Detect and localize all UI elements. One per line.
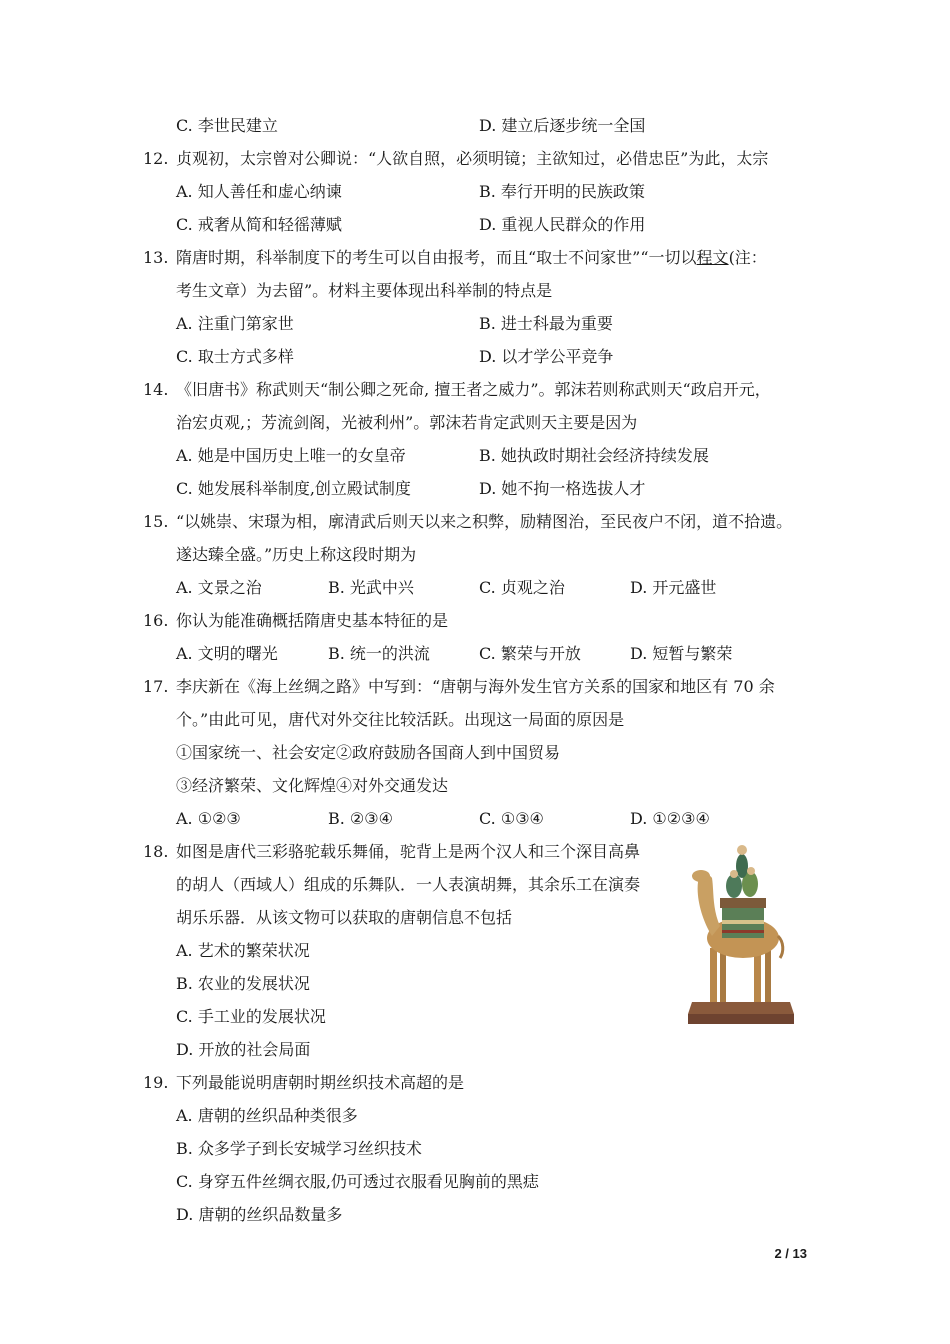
q12-option-b: B. 奉行开明的民族政策: [479, 182, 645, 201]
q17-stem-line1: 李庆新在《海上丝绸之路》中写到：“唐朝与海外发生官方关系的国家和地区有 70 余: [176, 677, 775, 696]
q19-option-b: B. 众多学子到长安城学习丝织技术: [176, 1139, 422, 1158]
q17-stem-line2: 个。”由此可见，唐代对外交往比较活跃。出现这一局面的原因是: [176, 710, 625, 729]
q17-option-d: D. ①②③④: [630, 809, 710, 828]
q18-stem-line2: 的胡人（西域人）组成的乐舞队．一人表演胡舞，其余乐工在演奏: [176, 875, 641, 894]
page-number: 2 / 13: [774, 1246, 807, 1261]
tang-sancai-camel-figurine-image: [688, 838, 794, 1026]
q15-option-b: B. 光武中兴: [328, 578, 414, 597]
q19-option-c: C. 身穿五件丝绸衣服,仍可透过衣服看见胸前的黑痣: [176, 1172, 539, 1191]
q12-option-c: C. 戒奢从简和轻徭薄赋: [176, 215, 342, 234]
q13-option-d: D. 以才学公平竞争: [479, 347, 614, 366]
q12-option-a: A. 知人善任和虚心纳谏: [176, 182, 342, 201]
q15-option-d: D. 开元盛世: [630, 578, 717, 597]
q13-option-c: C. 取士方式多样: [176, 347, 294, 366]
q14-number: 14.: [143, 380, 169, 399]
q13-option-b: B. 进士科最为重要: [479, 314, 613, 333]
q15-stem-line2: 遂达臻全盛。”历史上称这段时期为: [176, 545, 417, 564]
q13-stem-part1: 隋唐时期，科举制度下的考生可以自由报考，而且“取士不问家世”“一切以: [176, 248, 697, 267]
q17-option-c: C. ①③④: [479, 809, 544, 828]
q19-stem: 下列最能说明唐朝时期丝织技术高超的是: [176, 1073, 465, 1092]
q13-stem-line2: 考生文章）为去留”。材料主要体现出科举制的特点是: [176, 281, 553, 300]
q18-option-c: C. 手工业的发展状况: [176, 1007, 326, 1026]
q17-number: 17.: [143, 677, 169, 696]
q13-stem-part2: (注：: [728, 248, 767, 267]
q16-stem: 你认为能准确概括隋唐史基本特征的是: [176, 611, 449, 630]
q18-option-b: B. 农业的发展状况: [176, 974, 310, 993]
q17-items-1-2: ①国家统一、社会安定②政府鼓励各国商人到中国贸易: [176, 743, 561, 762]
q15-option-a: A. 文景之治: [176, 578, 262, 597]
q19-option-a: A. 唐朝的丝织品种类很多: [176, 1106, 358, 1125]
q13-underlined-term: 程文: [696, 248, 729, 267]
q17-items-3-4: ③经济繁荣、文化辉煌④对外交通发达: [176, 776, 449, 795]
q15-option-c: C. 贞观之治: [479, 578, 565, 597]
q17-option-a: A. ①②③: [176, 809, 241, 828]
q12-number: 12.: [143, 149, 169, 168]
q13-number: 13.: [143, 248, 169, 267]
q18-option-d: D. 开放的社会局面: [176, 1040, 311, 1059]
q16-option-d: D. 短暂与繁荣: [630, 644, 733, 663]
q19-option-d: D. 唐朝的丝织品数量多: [176, 1205, 343, 1224]
q13-stem-line1: [176, 247, 767, 269]
q18-stem-line3: 胡乐乐器．从该文物可以获取的唐朝信息不包括: [176, 908, 513, 927]
q17-option-b: B. ②③④: [328, 809, 393, 828]
q12-option-d: D. 重视人民群众的作用: [479, 215, 646, 234]
q18-option-a: A. 艺术的繁荣状况: [176, 941, 310, 960]
prev-option-d: D. 建立后逐步统一全国: [479, 116, 646, 135]
q18-number: 18.: [143, 842, 169, 861]
q13-option-a: A. 注重门第家世: [176, 314, 294, 333]
q16-option-c: C. 繁荣与开放: [479, 644, 581, 663]
q15-number: 15.: [143, 512, 169, 531]
q12-stem: 贞观初，太宗曾对公卿说：“人欲自照，必须明镜；主欲知过，必借忠臣”为此，太宗: [176, 149, 769, 168]
q15-stem-line1: “以姚崇、宋璟为相，廓清武后则天以来之积弊，励精图治，至民夜户不闭，道不拾遗。: [176, 512, 793, 531]
q16-option-b: B. 统一的洪流: [328, 644, 430, 663]
q14-option-d: D. 她不拘一格选拔人才: [479, 479, 646, 498]
q14-option-a: A. 她是中国历史上唯一的女皇帝: [176, 446, 406, 465]
q18-stem-line1: 如图是唐代三彩骆驼载乐舞俑，驼背上是两个汉人和三个深目高鼻: [176, 842, 641, 861]
q14-option-b: B. 她执政时期社会经济持续发展: [479, 446, 709, 465]
q16-option-a: A. 文明的曙光: [176, 644, 278, 663]
q19-number: 19.: [143, 1073, 169, 1092]
q14-option-c: C. 她发展科举制度,创立殿试制度: [176, 479, 411, 498]
q14-stem-line1: 《旧唐书》称武则天“制公卿之死命, 擅王者之威力”。郭沫若则称武则天“政启开元，: [176, 380, 771, 399]
prev-option-c: C. 李世民建立: [176, 116, 278, 135]
q14-stem-line2: 治宏贞观,；芳流剑阁，光被利州”。郭沫若肯定武则天主要是因为: [176, 413, 638, 432]
q16-number: 16.: [143, 611, 169, 630]
